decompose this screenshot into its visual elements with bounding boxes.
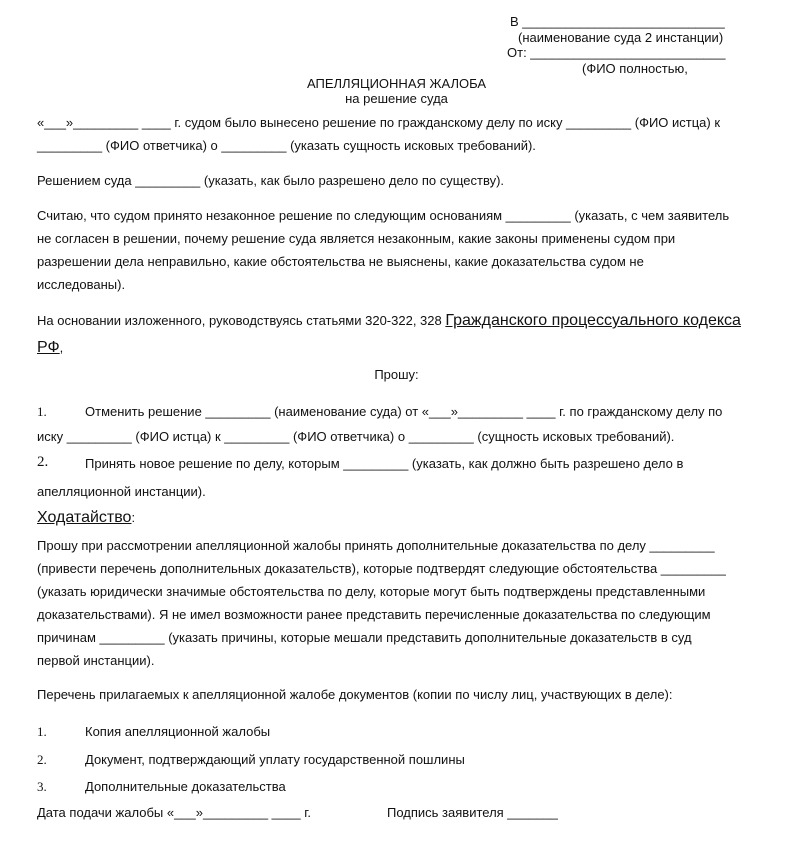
- petition-line-5: причинам _________ (указать причины, которые мешали представить дополнительные доказательств в суд: [37, 630, 692, 645]
- basis-line-2: [37, 339, 63, 357]
- grounds-line-1: Считаю, что судом принято незаконное решение по следующим основаниям _________ (указать, с чем заявитель: [37, 208, 730, 223]
- grounds-line-4: исследованы).: [37, 277, 126, 292]
- attachments-intro: Перечень прилагаемых к апелляционной жалобе документов (копии по числу лиц, участвующих в деле):: [37, 687, 673, 702]
- attachment-2-text: Документ, подтверждающий уплату государственной пошлины: [85, 752, 465, 767]
- request-1-line-2: иску _________ (ФИО истца) к _________ (ФИО ответчика) о _________ (сущность исковых требований).: [37, 429, 675, 444]
- petition-heading-text: Ходатайство: [37, 509, 132, 526]
- request-1-number: 1.: [37, 404, 47, 419]
- basis-suffix: ,: [59, 340, 64, 355]
- request-2-number: 2.: [37, 454, 49, 470]
- grounds-line-3: разрешении дела неправильно, какие обстоятельства не выяснены, какие доказательства судом не: [37, 254, 644, 269]
- petition-line-1: Прошу при рассмотрении апелляционной жалобы принять дополнительные доказательства по делу _________: [37, 538, 715, 553]
- document-title: АПЕЛЛЯЦИОННАЯ ЖАЛОБА: [306, 76, 487, 91]
- decision-line: Решением суда _________ (указать, как было разрешено дело по существу).: [37, 173, 505, 188]
- attachment-3-number: 3.: [37, 779, 47, 794]
- petition-line-2: (привести перечень дополнительных доказательств), которые подтвердят следующие обстоятельства _________: [37, 561, 726, 576]
- rf-link[interactable]: РФ: [37, 339, 60, 356]
- petition-line-3: (указать юридически значимые обстоятельства по делу, которые могут быть подтверждены представленными: [37, 584, 706, 599]
- request-label: Прошу:: [374, 367, 419, 382]
- petition-line-4: доказательствами). Я не имел возможности ранее представить перечисленные доказательства по следующим: [37, 607, 711, 622]
- petition-heading-colon: :: [131, 510, 136, 525]
- to-court-hint: (наименование суда 2 инстанции): [518, 30, 724, 45]
- request-2-line-2: апелляционной инстанции).: [37, 484, 206, 499]
- attachment-1-text: Копия апелляционной жалобы: [85, 724, 271, 739]
- intro-line-2: _________ (ФИО ответчика) о _________ (указать сущность исковых требований).: [37, 138, 536, 153]
- submission-date: Дата подачи жалобы «___»_________ ____ г.: [37, 805, 311, 820]
- to-court-line: В ____________________________: [510, 14, 725, 29]
- applicant-signature: Подпись заявителя _______: [387, 805, 558, 820]
- grounds-line-2: не согласен в решении, почему решение суда является незаконным, какие законы применены судом при: [37, 231, 676, 246]
- civil-procedure-code-link[interactable]: Гражданского процессуального кодекса: [445, 312, 741, 329]
- attachment-1-number: 1.: [37, 724, 47, 739]
- document-subtitle: на решение суда: [345, 91, 448, 106]
- attachment-3-text: Дополнительные доказательства: [85, 779, 286, 794]
- petition-line-6: первой инстанции).: [37, 653, 155, 668]
- request-1-line-1: Отменить решение _________ (наименование суда) от «___»_________ ____ г. по гражданскому делу по: [85, 404, 723, 419]
- request-2-line-1: Принять новое решение по делу, которым _________ (указать, как должно быть разрешено дело в: [85, 456, 684, 471]
- basis-prefix: На основании изложенного, руководствуясь статьями 320-322, 328: [37, 313, 446, 328]
- basis-line-1: [37, 312, 741, 330]
- petition-heading: [37, 509, 135, 527]
- from-line: От: ___________________________: [507, 45, 726, 60]
- intro-line-1: «___»_________ ____ г. судом было вынесено решение по гражданскому делу по иску _________ (ФИО истца) к: [37, 115, 721, 130]
- from-hint: (ФИО полностью,: [582, 61, 688, 76]
- attachment-2-number: 2.: [37, 752, 47, 767]
